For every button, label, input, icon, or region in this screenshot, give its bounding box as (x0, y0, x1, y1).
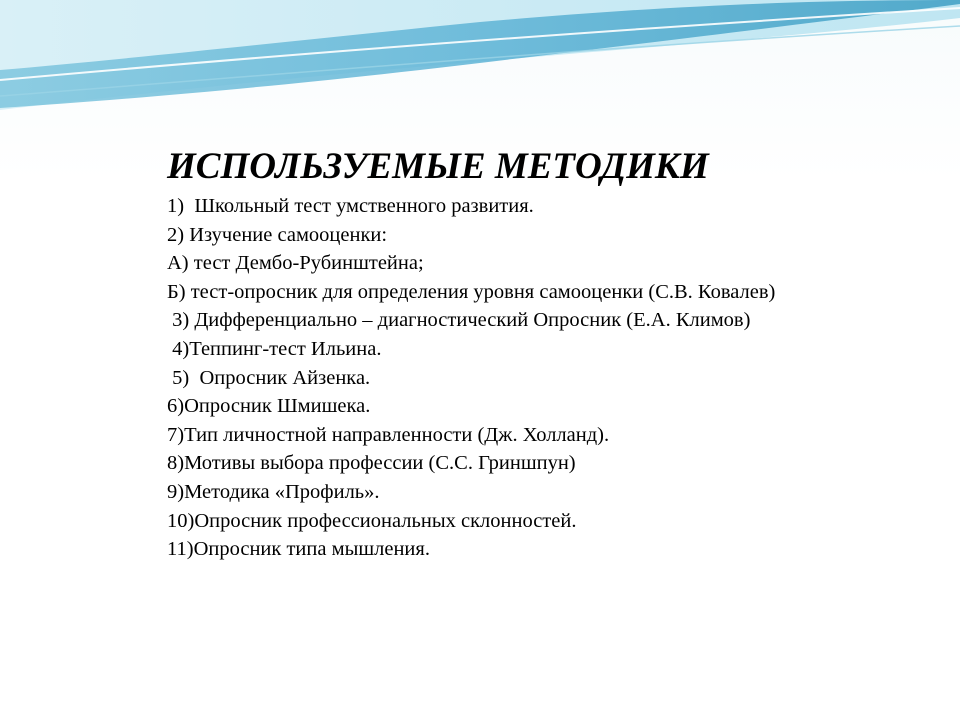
list-item: 5) Опросник Айзенка. (167, 366, 371, 389)
list-item: 4)Теппинг-тест Ильина. (167, 337, 382, 360)
content-area (167, 142, 807, 564)
methods-list (167, 192, 807, 564)
list-item: 8)Мотивы выбора профессии (С.С. Гриншпун) (167, 452, 576, 475)
list-item: 10)Опросник профессиональных склонностей. (167, 509, 577, 532)
decorative-wave-header (0, 0, 960, 130)
list-item: 11)Опросник типа мышления. (167, 538, 430, 561)
slide-title: ИСПОЛЬЗУЕМЫЕ МЕТОДИКИ (167, 146, 709, 187)
list-item: 7)Тип личностной направленности (Дж. Холланд). (167, 423, 610, 446)
list-item: 6)Опросник Шмишека. (167, 395, 371, 418)
list-item: 2) Изучение самооценки: (167, 223, 388, 246)
list-item: 9)Методика «Профиль». (167, 480, 380, 503)
list-item: 3) Дифференциально – диагностический Опросник (Е.А. Климов) (167, 309, 751, 332)
list-item: А) тест Дембо-Рубинштейна; (167, 252, 424, 275)
list-item: Б) тест-опросник для определения уровня самооценки (С.В. Ковалев) (167, 280, 776, 303)
list-item: 1) Школьный тест умственного развития. (167, 195, 534, 217)
